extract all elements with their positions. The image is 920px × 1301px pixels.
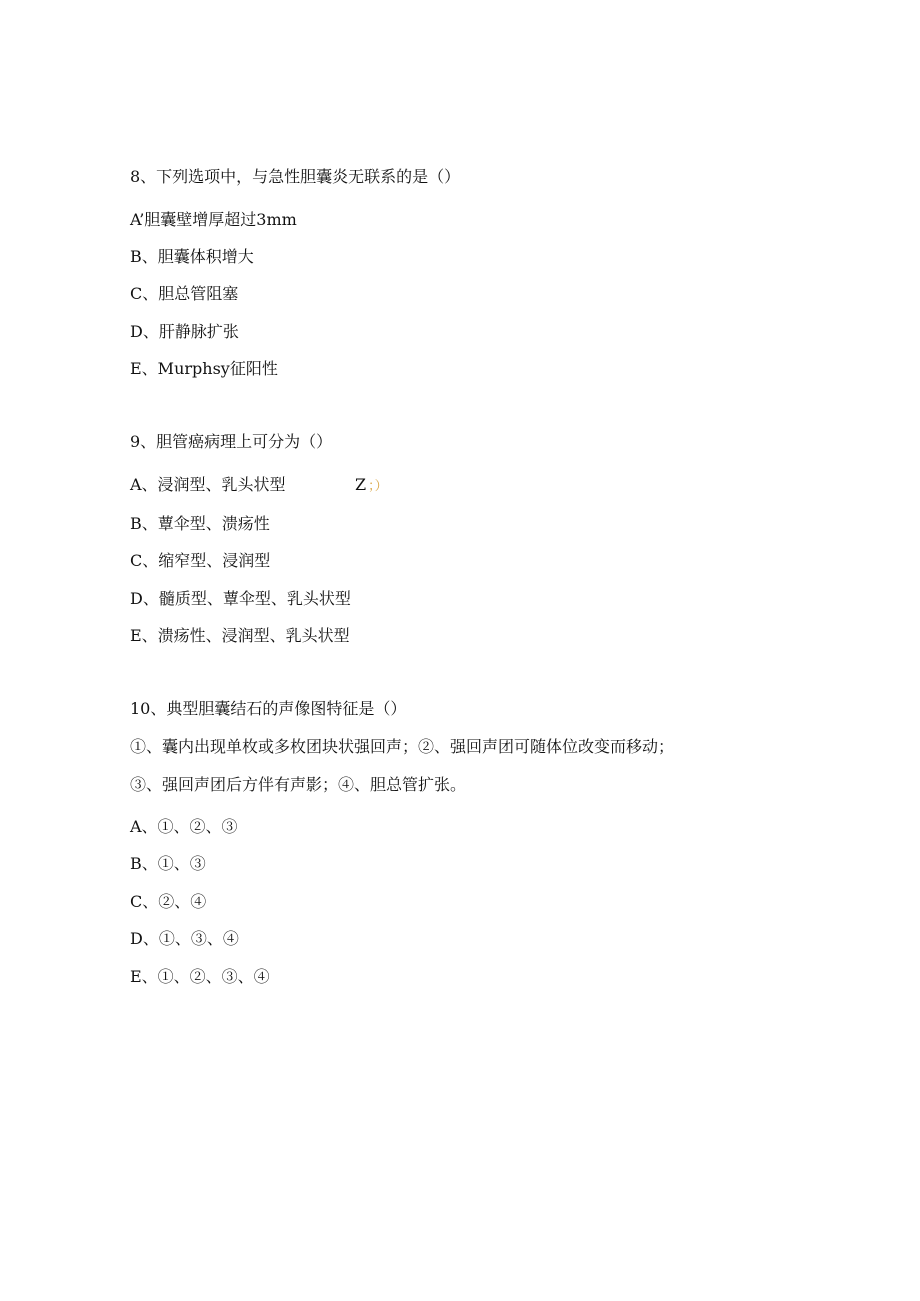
question-10-option-e: E、①、②、③、④ xyxy=(130,967,270,986)
question-8-option-d: D、肝静脉扩张 xyxy=(130,322,239,341)
question-10-option-d: D、①、③、④ xyxy=(130,929,239,948)
question-8-stem: 8、下列选项中，与急性胆囊炎无联系的是（） xyxy=(130,167,461,186)
question-8-option-e: E、Murphsy征阳性 xyxy=(130,359,278,378)
stray-mark-punct: ；） xyxy=(368,479,388,494)
question-9-option-c: C、缩窄型、浸润型 xyxy=(130,551,271,570)
question-9-option-e: E、溃疡性、浸润型、乳头状型 xyxy=(130,626,350,645)
question-10-statement-1: ①、囊内出现单枚或多枚团块状强回声；②、强回声团可随体位改变而移动； xyxy=(130,737,675,756)
question-9-option-d: D、髓质型、蕈伞型、乳头状型 xyxy=(130,589,351,608)
question-10-stem: 10、典型胆囊结石的声像图特征是（） xyxy=(130,699,407,718)
question-10-statement-2: ③、强回声团后方伴有声影；④、胆总管扩张。 xyxy=(130,775,467,794)
question-10-option-b: B、①、③ xyxy=(130,854,206,873)
question-8-option-a: A’胆囊壁增厚超过3mm xyxy=(130,210,297,229)
stray-mark-letter: Z xyxy=(355,475,367,494)
question-9-stem: 9、胆管癌病理上可分为（） xyxy=(130,432,333,451)
question-8-option-b: B、胆囊体积增大 xyxy=(130,247,254,266)
question-10-option-c: C、②、④ xyxy=(130,892,207,911)
question-10-option-a: A、①、②、③ xyxy=(130,817,238,836)
question-9-option-b: B、蕈伞型、溃疡性 xyxy=(130,514,270,533)
question-9-option-a: A、浸润型、乳头状型 xyxy=(130,475,286,494)
stray-mark xyxy=(355,475,388,497)
question-8-option-c: C、胆总管阻塞 xyxy=(130,284,239,303)
